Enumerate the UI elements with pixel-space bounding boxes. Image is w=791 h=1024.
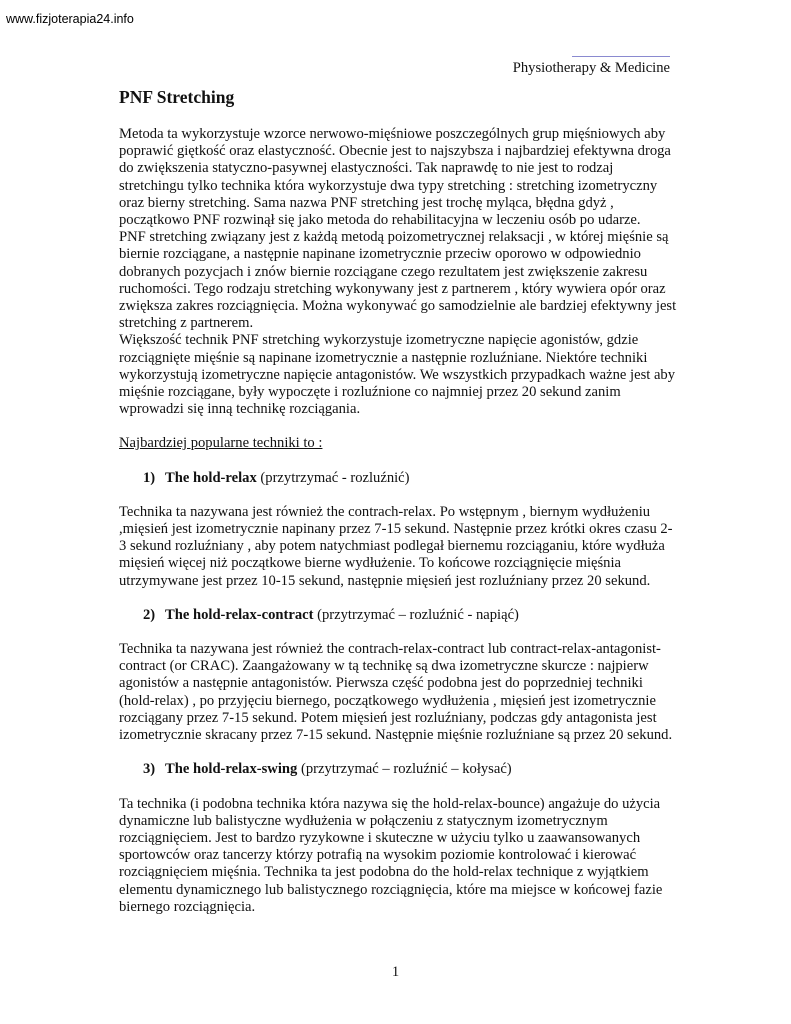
intro-section [119, 126, 679, 418]
intro-paragraph-2: PNF stretching związany jest z każdą metodą poizometrycznej relaksacji , w której mięśnie są biernie rozciągane, a następnie napinane izometrycznie przeciw oporowo w odpowiednio dobranych pozycjach i znów biernie rozciągane czego rezultatem jest zwiększenie zakresu ruchomości. Tego rodzaju stretching wykonywany jest z partnerem , który wywiera opór oraz zwiększa zakres rozciągnięcia. Można wykonywać go samodzielnie ale bardziej efektywny jest stretching z partnerem. [119, 229, 677, 332]
technique-1-translation: (przytrzymać - rozluźnić) [256, 469, 410, 486]
watermark-url[interactable]: www.fizjoterapia24.info [6, 12, 134, 26]
technique-1-name: The hold-relax [165, 469, 257, 486]
techniques-heading-text: Najbardziej popularne techniki to : [119, 435, 323, 452]
technique-3-title [119, 761, 679, 778]
document-body [119, 86, 679, 933]
technique-2-number: 2) [143, 606, 156, 623]
intro-paragraph-3: Większość technik PNF stretching wykorzystuje izometryczne napięcie agonistów, gdzie rozciągnięte mięśnie są napinane izometrycznie a następnie rozluźniane. Niektóre techniki wykorzystują izometryczne napięcie antagonistów. We wszystkich przypadkach ważne jest aby mięśnie rozciągane, były wypoczęte i rozluźnione co najmniej przez 20 sekund zanim wprowadzi się inną technikę rozciągania. [119, 332, 676, 418]
techniques-heading [119, 435, 679, 452]
technique-2-translation: (przytrzymać – rozluźnić - napiąć) [313, 606, 519, 623]
technique-2-description: Technika ta nazywana jest również the contrach-relax-contract lub contract-relax-antagonist-contract (or CRAC). Zaangażowany w tą technikę są dwa izometryczne skurcze : najpierw agonistów a następnie antagonistów. Pierwsza część podobna jest do poprzedniej techniki (hold-relax) , po przyjęciu biernego, początkowego wydłużenia , mięsień jest izometrycznie rozciągany przez 7-15 sekund. Potem mięsień jest rozluźniany, podczas gdy antagonista jest izometrycznie skracany przez 7-15 sekund. Następnie mięśnie rozluźniane są przez 20 sekund. [119, 641, 673, 744]
intro-paragraph-1: Metoda ta wykorzystuje wzorce nerwowo-mięśniowe poszczególnych grup mięśniowych aby poprawić giętkość oraz elastyczność. Obecnie jest to najszybsza i najbardziej efektywna droga do zwiększenia statyczno-pasywnej elastyczności. Tak naprawdę to nie jest to rodzaj stretchingu tylko technika która wykorzystuje dwa typy stretching : stretching izometryczny oraz bierny stretching. Sama nazwa PNF stretching jest trochę myląca, błędna gdyż , początkowo PNF rozwinął się jako metoda do rehabilitacyjna w leczeniu osób po udarze. [119, 126, 671, 229]
technique-2-name: The hold-relax-contract [165, 606, 314, 623]
technique-3-description: Ta technika (i podobna technika która nazywa się the hold-relax-bounce) angażuje do użycia dynamiczne lub balistyczne wydłużenia w połączeniu z statycznym izometrycznym rozciągnięciem. Jest to bardzo ryzykowne i skuteczne w użyciu tylko u zaawansowanych sportowców oraz tancerzy którzy potrafią na wysokim poziomie kontrolować i kierować rozciągnięciem mięśnia. Technika ta jest podobna do the hold-relax technique z wyjątkiem elementu dynamicznego lub balistycznego rozciągnięcia, które ma miejsce w końcowej fazie biernego rozciągnięcia. [119, 795, 663, 915]
technique-1-title [119, 470, 679, 487]
technique-3-number: 3) [143, 761, 156, 778]
header-rule [572, 56, 670, 57]
page-number: 1 [391, 964, 400, 980]
page-title: PNF Stretching [119, 87, 235, 107]
technique-1-number: 1) [143, 469, 156, 486]
technique-3-translation: (przytrzymać – rozluźnić – kołysać) [297, 761, 512, 778]
technique-1-description: Technika ta nazywana jest również the contrach-relax. Po wstępnym , biernym wydłużeniu ,mięsień jest izometrycznie napinany przez 7-15 sekund. Następnie przez krótki okres czasu 2-3 sekund rozluźniany , aby potem natychmiast podlegał biernemu rozciąganiu, które wydłuża mięsień więcej niż początkowe bierne wydłużenie. To końcowe rozciągnięcie mięśnia utrzymywane jest przez 10-15 sekund, następnie mięsień jest rozluźniany przez 20 sekund. [119, 503, 673, 589]
running-header: Physiotherapy & Medicine [512, 60, 670, 76]
technique-3-name: The hold-relax-swing [165, 761, 298, 778]
technique-2-title [119, 607, 679, 624]
